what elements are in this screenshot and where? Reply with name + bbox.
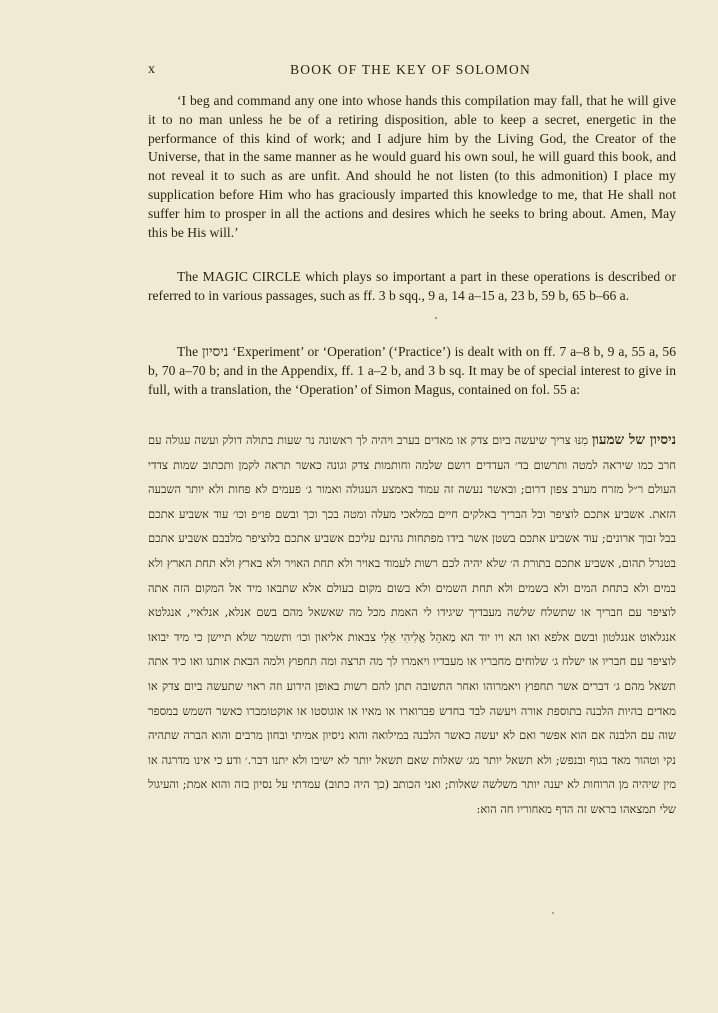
paragraph-magic-circle: The MAGIC CIRCLE which plays so important a part in these operations is described or referred to in various passages, such as ff. 3 b sqq., 9 a, 14 a–15 a, 23 b, 59 b, 65 b–66 a. xyxy=(148,269,676,303)
hebrew-heading: ניסיון של שמעון xyxy=(591,432,676,448)
page-number: x xyxy=(148,62,155,77)
hebrew-operation-text xyxy=(148,428,676,822)
paragraph-experiment: The ניסיון ‘Experiment’ or ‘Operation’ (‘Practice’) is dealt with on ff. 7 a–8 b, 9 a, 55 a, 56 b, 70 a–70 b; and in the Appendix, ff. 1 a–2 b, and 3 b sq. It may be of special interest to give in full, with a translation, the ‘Operation’ of Simon Magus, contained on fol. 55 a: xyxy=(148,344,676,397)
paragraph-adjuration: ‘I beg and command any one into whose hands this compilation may fall, that he will give it to no man unless he be of a retiring disposition, able to keep a secret, energetic in the performance of this kind of work; and I adjure him by the Living God, the Creator of the Universe, that in the same manner as he would guard his own soul, he will guard this book, and not reveal it to such as are unfit. And should he not listen (to this admonition) I place my supplication before Him who has graciously imparted this knowledge to me, that He shall not suffer him to prosper in all the actions and desires which he seeks to bring about. Amen, May this be His will.’ xyxy=(148,93,676,240)
page-header xyxy=(148,62,673,80)
running-head: BOOK OF THE KEY OF SOLOMON xyxy=(290,62,531,77)
hebrew-body: מִנּוּ צריך שיעשה ביום צדק או מאדים בערב ויהיה לך ראשונה נר שעות בתולה דולק ועשה עגולה עם חרב כמו שיראה למטה ותרשום בד׳ העדדים רושם שלמה וחותמות צדק וגונה כאשר תראה לקמן ותכתוב שמות צדדי העולם ר״ל מזרח מערב צפון דרום; ובאשר נעשה זה עמוד באמצע העגולה ואמור ג׳ פעמים לא פחות ולא יותר השבעה הזאת. אשביע אתכם לוציפר ובל הבריך באלקים חיים במלאכי מעלה ומטה בכך וכך ובשם פו״פ וכו׳ עוד אשביע אתכם בבל זבוך ארונים; עוד אשביע אתכם בשטן אשר בידו מפתחות גהינם עליכם אשביע אתכם בלוציפר מלבבם אשביע אתכם בטנרל תהום, אשביע אתכם בתורת ה׳ שלא יהיה לכם רשות לעמוד באויר ולא תחת האויר ולא בארץ ולא תחת הארץ ולא במים ולא בתחת המים ולא בשמים ולא תחת השמים ולא בשום מקום בעולם אלא שתבאו מיד אל המקום הזה אתה לוציפר עם חבריך או שתשלח שלשה מעבדיך שיגידו לי האמת מכל מה שאשאל מהם בשם אנלא, אנלאיי, אנגלטא אנגלאוט אנגלטון ובשם אלפא ואו הא ויו יוד הא מַאהֵל אֱלִיהִי אֵלִי צבאות אליאון וכו׳ ותשמר שלא תיישן כי מיד יבואו לוציפר עם חבריו או ישלח ג׳ שלוחים מחבריו או מעבדיו ויאמרו לך מה תרצה ומה תחפוץ ולמה הבאת אותנו ואו כיד אתה תשאל מהם ג׳ דברים אשר תחפוץ ויאמרוהו ואחר התשובה תתן להם רשות באופן הידוע וזה ראוי שתעשה ביום צדק או מאדים בהיות הלבנה בתוספת אורה ויעשה לבד בחדש פברוארו או מאיו או אוגוסטו או אוקטומברו כאשר השמש במספר שוה עם הלבנה אם הוא אפשר ואם לא יעשה כאשר הלבנה במילואה והוא ניסיון אמיתי ובחון מרבים והוא הברה שתהיה נקי וטהור מאד בגוף ובנפש; ולא תשאל יותר מג׳ שאלות שאם תשאל יותר לא ישיבו ולא יתנו דבר.׳ ודע כי אינו מדרגה או מין שיהיה מן הרוחות לא יענה יותר משלשה שאלות; ואני הכותב (כך היה כתוב) עמדתי על נסיון בזה והוא אמת; והעיגול שלי תמצאהו בראש זה הדף מאחוריו חה הוא: xyxy=(148,433,676,816)
